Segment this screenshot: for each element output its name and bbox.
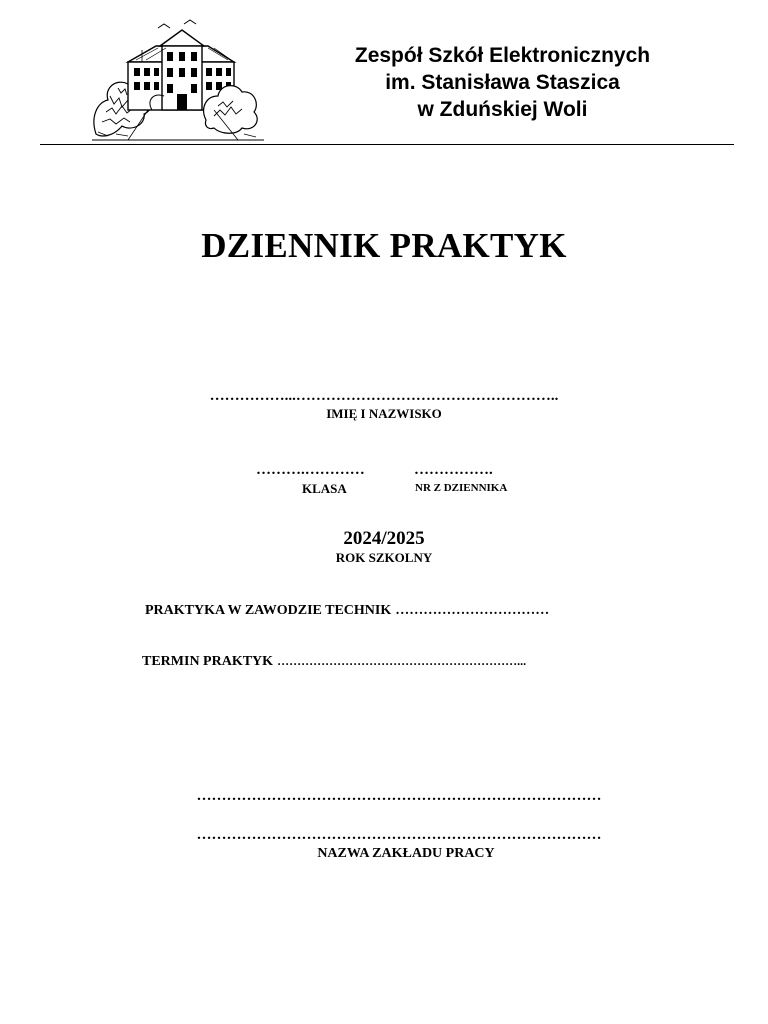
- document-title: DZIENNIK PRAKTYK: [201, 226, 567, 265]
- journal-number-dots[interactable]: …………….: [414, 462, 493, 478]
- school-name-line3: w Zduńskiej Woli: [417, 98, 588, 121]
- school-year-label: ROK SZKOLNY: [335, 550, 433, 565]
- term-dots[interactable]: ……………………………………………………...: [277, 654, 527, 668]
- school-name-line1: Zespół Szkół Elektronicznych: [354, 44, 651, 67]
- name-field-dots[interactable]: ……………...……………………………………………..: [209, 388, 559, 404]
- school-logo: [88, 16, 268, 144]
- profession-row: [145, 601, 549, 619]
- class-field-dots[interactable]: ……….…………: [256, 462, 365, 478]
- class-field-label: KLASA: [302, 481, 347, 496]
- workplace-label: NAZWA ZAKŁADU PRACY: [317, 846, 495, 861]
- header-divider: [40, 144, 734, 145]
- name-field-label: IMIĘ I NAZWISKO: [326, 406, 442, 421]
- profession-dots[interactable]: ……………………………: [395, 603, 550, 618]
- term-row: [142, 652, 526, 670]
- journal-number-label: NR Z DZIENNIKA: [415, 482, 508, 494]
- school-name-line2: im. Stanisława Staszica: [385, 71, 620, 94]
- profession-label: PRAKTYKA W ZAWODZIE TECHNIK: [145, 603, 392, 618]
- term-label: TERMIN PRAKTYK: [142, 654, 274, 669]
- school-name: [300, 42, 705, 123]
- workplace-dots-1[interactable]: ………………………………………………………………………: [196, 788, 602, 804]
- workplace-dots-2[interactable]: ………………………………………………………………………: [196, 827, 602, 843]
- school-year-value: 2024/2025: [343, 528, 425, 549]
